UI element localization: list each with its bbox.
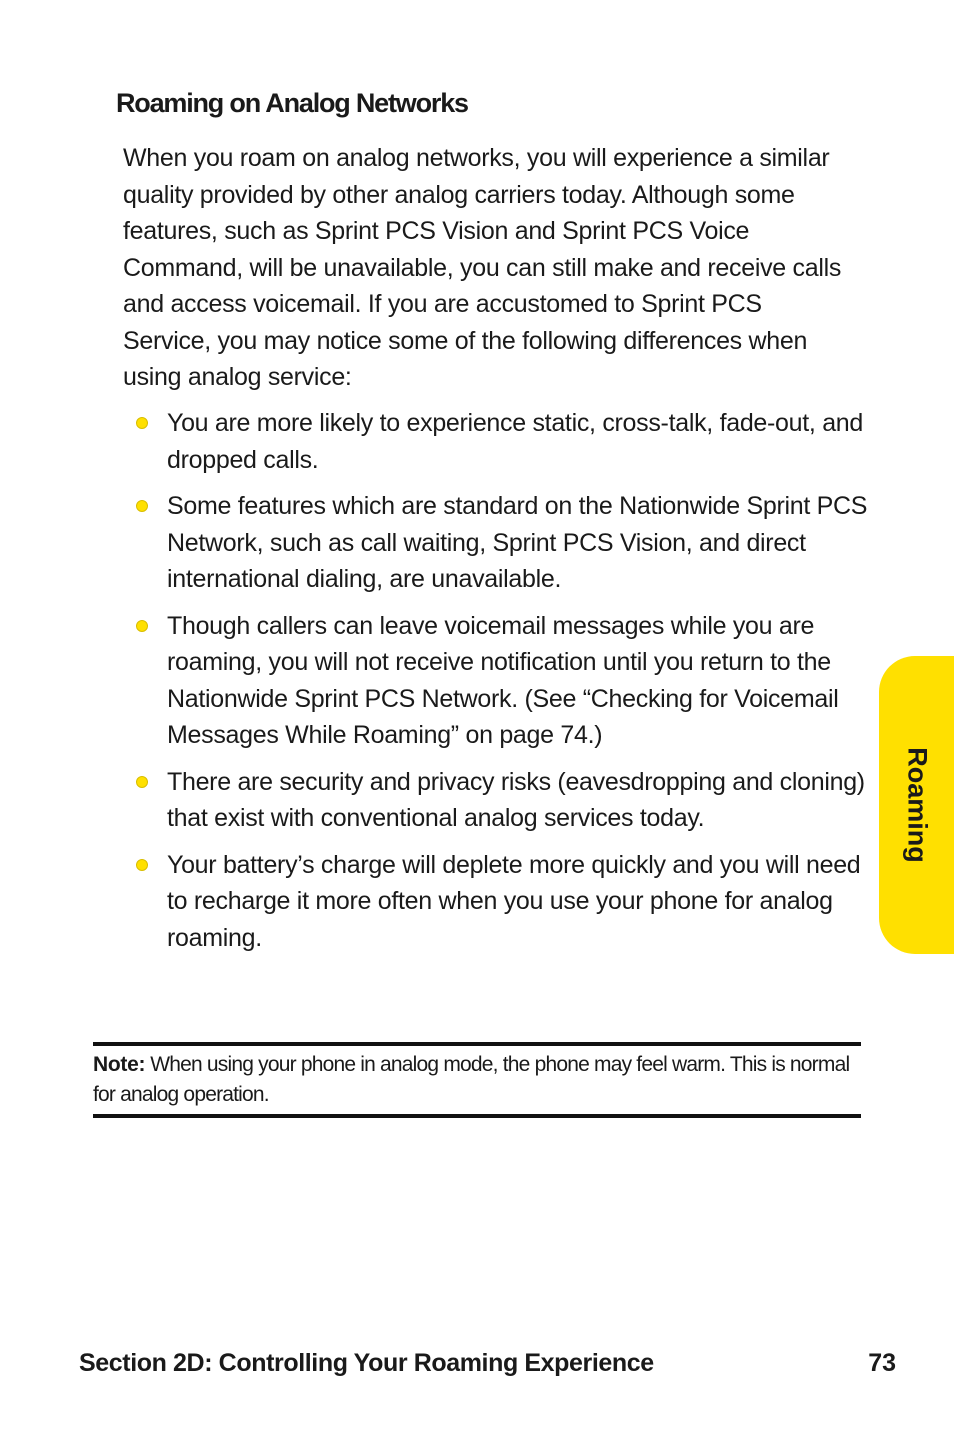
list-item-text: There are security and privacy risks (eavesdropping and cloning) that exist with conventional analog services today. (167, 767, 865, 832)
bullet-icon (136, 620, 148, 632)
list-item (123, 405, 868, 478)
section-heading: Roaming on Analog Networks (116, 88, 468, 118)
list-item-text: Though callers can leave voicemail messages while you are roaming, you will not receive notification until you return to the Nationwide Sprint PCS Network. (See “Checking for Voicemail Messages While Roaming” on page 74.) (167, 611, 839, 749)
list-item-text: Some features which are standard on the Nationwide Sprint PCS Network, such as call waiting, Sprint PCS Vision, and direct international dialing, are unavailable. (167, 492, 868, 593)
intro-paragraph: When you roam on analog networks, you will experience a similar quality provided by other analog carriers today. Although some features, such as Sprint PCS Vision and Sprint PCS Voice Command, will be unavailable, you can still make and receive calls and access voicemail. If you are accustomed to Sprint PCS Service, you may notice some of the following differences when using analog service: (123, 144, 842, 391)
list-item-text: You are more likely to experience static, cross-talk, fade-out, and dropped calls. (167, 409, 864, 474)
bullet-icon (136, 417, 148, 429)
side-tab-label: Roaming (902, 747, 932, 863)
bullet-icon (136, 776, 148, 788)
note-text: When using your phone in analog mode, the phone may feel warm. This is normal for analog operation. (93, 1053, 850, 1106)
list-item (123, 488, 868, 598)
bullet-icon (136, 500, 148, 512)
bullet-icon (136, 859, 148, 871)
note-box (93, 1042, 861, 1118)
section-side-tab (879, 656, 954, 954)
list-item (123, 847, 868, 957)
page-number: 73 (868, 1349, 896, 1377)
note-label: Note: (93, 1053, 146, 1076)
list-item-text: Your battery’s charge will deplete more quickly and you will need to recharge it more often when you use your phone for analog roaming. (167, 850, 861, 952)
differences-list (123, 405, 868, 966)
footer-section-title: Section 2D: Controlling Your Roaming Experience (79, 1349, 654, 1377)
list-item (123, 608, 868, 754)
note-paragraph (93, 1050, 861, 1110)
list-item (123, 764, 868, 837)
